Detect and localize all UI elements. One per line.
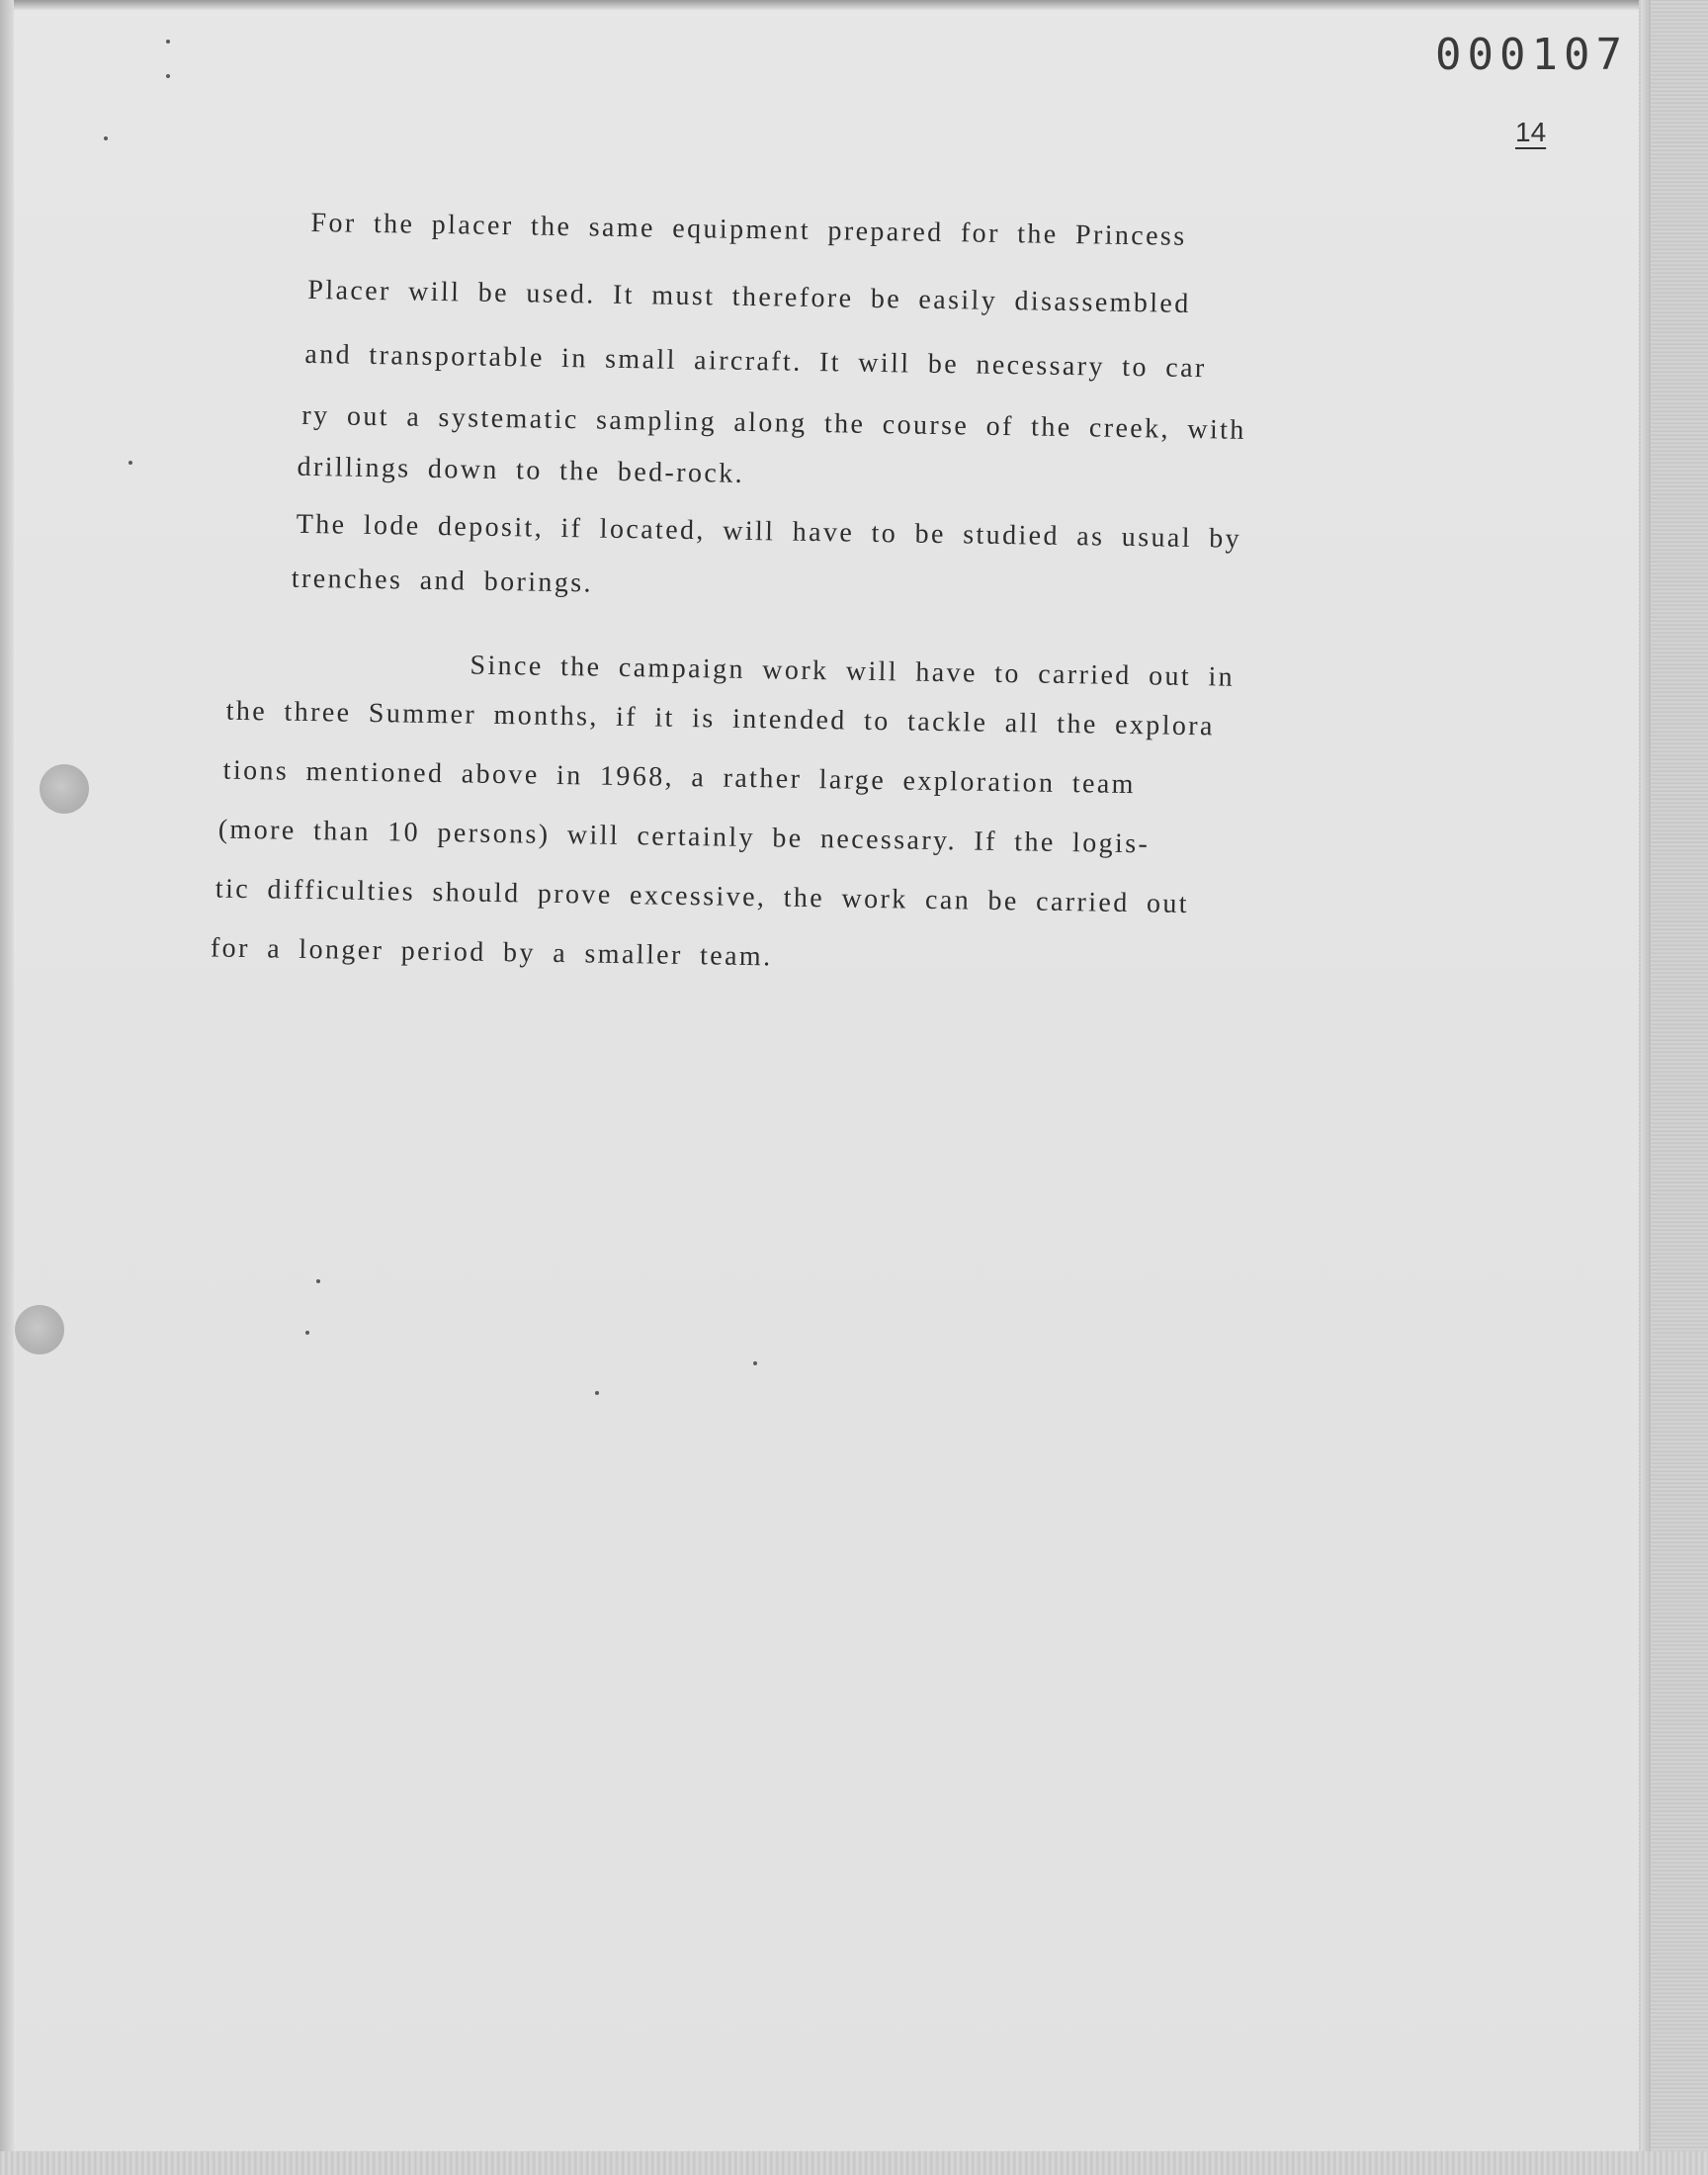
page-top-edge	[0, 0, 1708, 10]
paragraph-2-line-2: trenches and borings.	[291, 563, 594, 599]
paragraph-1-line-3: and transportable in small aircraft. It will be necessary to car	[304, 338, 1207, 385]
paragraph-3-line-4: (more than 10 persons) will certainly be necessary. If the logis-	[217, 814, 1151, 860]
dust-speck	[595, 1391, 599, 1395]
paragraph-3-line-6: for a longer period by a smaller team.	[210, 932, 773, 973]
paragraph-3-line-3: tions mentioned above in 1968, a rather large exploration team	[222, 754, 1137, 801]
dust-speck	[305, 1331, 309, 1335]
dust-speck	[166, 40, 170, 44]
paragraph-1-line-5: drillings down to the bed-rock.	[297, 451, 745, 489]
dust-speck	[753, 1361, 757, 1365]
dust-speck	[316, 1279, 320, 1283]
document-number: 000107	[1435, 30, 1628, 80]
dust-speck	[166, 74, 170, 78]
paragraph-3-line-1: Since the campaign work will have to carried out in	[470, 650, 1236, 693]
page-right-shadow	[1641, 0, 1651, 2175]
punch-hole-top	[40, 764, 89, 814]
paragraph-1-line-1: For the placer the same equipment prepared for the Princess	[310, 207, 1187, 252]
paragraph-1-line-4: ry out a systematic sampling along the course of the creek, with	[301, 399, 1246, 446]
paragraph-1-line-2: Placer will be used. It must therefore be easily disassembled	[307, 274, 1191, 319]
dust-speck	[104, 136, 108, 140]
punch-hole-bottom	[15, 1305, 64, 1354]
dust-speck	[128, 461, 132, 465]
page-number: 14	[1515, 117, 1547, 147]
paragraph-3-line-2: the three Summer months, if it is intended to tackle all the explora	[225, 695, 1216, 742]
page-left-edge	[0, 0, 14, 2175]
paragraph-2-line-1: The lode deposit, if located, will have to be studied as usual by	[296, 508, 1242, 555]
page-bottom-edge	[0, 2151, 1708, 2175]
paragraph-3-line-5: tic difficulties should prove excessive, the work can be carried out	[214, 873, 1190, 920]
